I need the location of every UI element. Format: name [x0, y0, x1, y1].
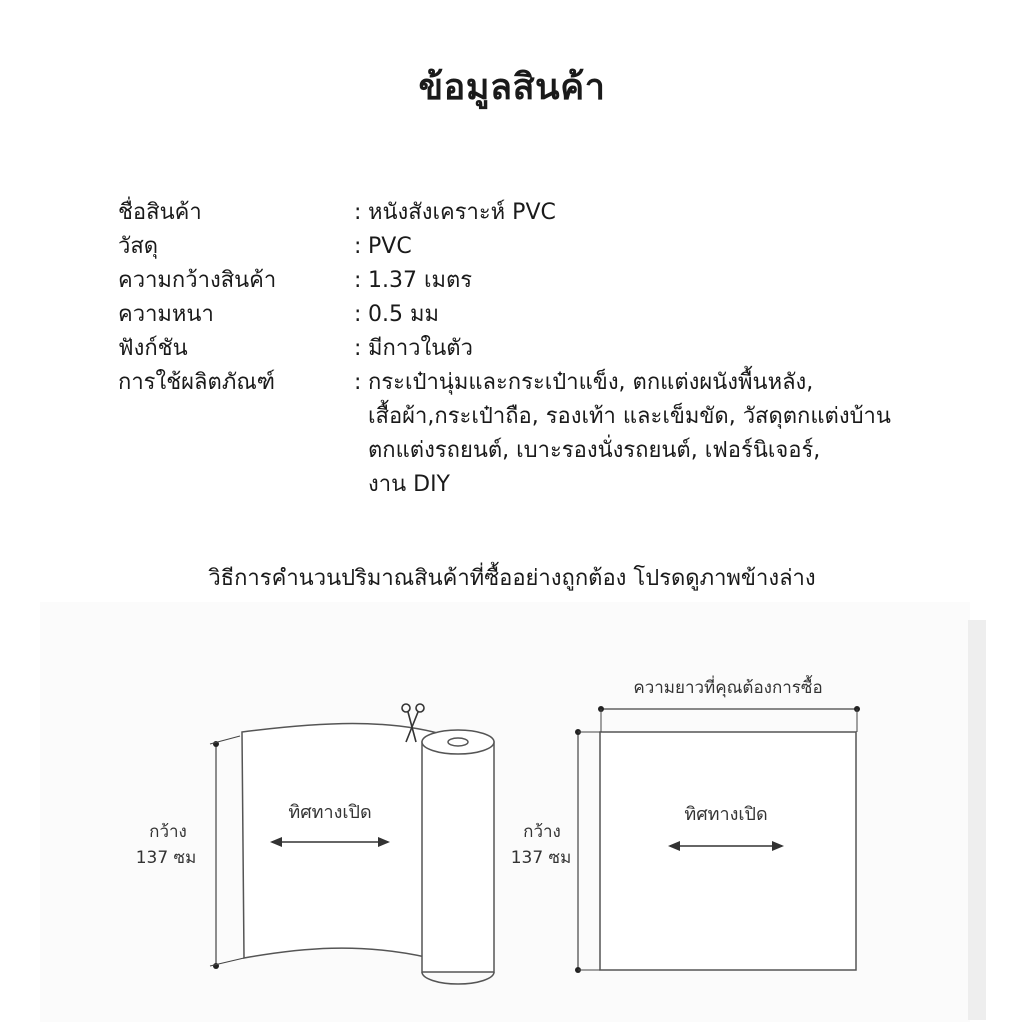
spec-colon: :	[354, 370, 362, 395]
spec-row-name	[118, 196, 1008, 230]
measurement-guide-text: วิธีการคำนวนปริมาณสินค้าที่ซื้ออย่างถูกต้อง โปรดดูภาพข้างล่าง	[208, 566, 816, 591]
unrolled-sheet	[242, 724, 448, 959]
spec-row-thickness	[118, 298, 1008, 332]
spec-colon: :	[354, 200, 362, 225]
spec-value: มีกาวในตัว	[368, 336, 473, 361]
spec-label: ชื่อสินค้า	[118, 200, 202, 225]
spec-row-width	[118, 264, 1008, 298]
spec-value: 0.5 มม	[368, 302, 439, 327]
measurement-diagram	[0, 600, 1024, 1024]
spec-value-line: กระเป๋านุ่มและกระเป๋าแข็ง, ตกแต่งผนังพื้นหลัง,	[368, 370, 814, 395]
page-title: ข้อมูลสินค้า	[418, 67, 606, 108]
spec-row-material	[118, 230, 1008, 264]
spec-colon: :	[354, 234, 362, 259]
left-width-label: กว้าง	[149, 822, 187, 842]
spec-table	[118, 196, 1008, 502]
spec-value: PVC	[368, 234, 412, 259]
spec-label: การใช้ผลิตภัณฑ์	[118, 370, 275, 395]
spec-label: ความกว้างสินค้า	[118, 268, 277, 293]
fabric-roll	[422, 730, 494, 984]
spec-value: 1.37 เมตร	[368, 268, 473, 293]
right-width-value: 137 ซม	[510, 848, 572, 868]
right-width-label: กว้าง	[523, 822, 561, 842]
spec-label: ฟังก์ชัน	[118, 336, 188, 361]
right-direction-label: ทิศทางเปิด	[684, 804, 768, 825]
spec-label: วัสดุ	[118, 234, 159, 259]
spec-value-line: เสื้อผ้า,กระเป๋าถือ, รองเท้า และเข็มขัด, วัสดุตกแต่งบ้าน	[368, 404, 891, 429]
spec-colon: :	[354, 302, 362, 327]
spec-row-usage	[118, 366, 1008, 502]
spec-row-function	[118, 332, 1008, 366]
cut-sheet	[600, 732, 856, 970]
spec-label: ความหนา	[118, 302, 214, 327]
length-label: ความยาวที่คุณต้องการซื้อ	[633, 678, 823, 698]
left-direction-label: ทิศทางเปิด	[288, 802, 372, 823]
spec-value-line: ตกแต่งรถยนต์, เบาะรองนั่งรถยนต์, เฟอร์นิเจอร์,	[368, 438, 821, 463]
spec-value-line: งาน DIY	[368, 472, 450, 497]
spec-colon: :	[354, 336, 362, 361]
spec-value: หนังสังเคราะห์ PVC	[368, 200, 556, 225]
spec-colon: :	[354, 268, 362, 293]
left-width-value: 137 ซม	[135, 848, 197, 868]
